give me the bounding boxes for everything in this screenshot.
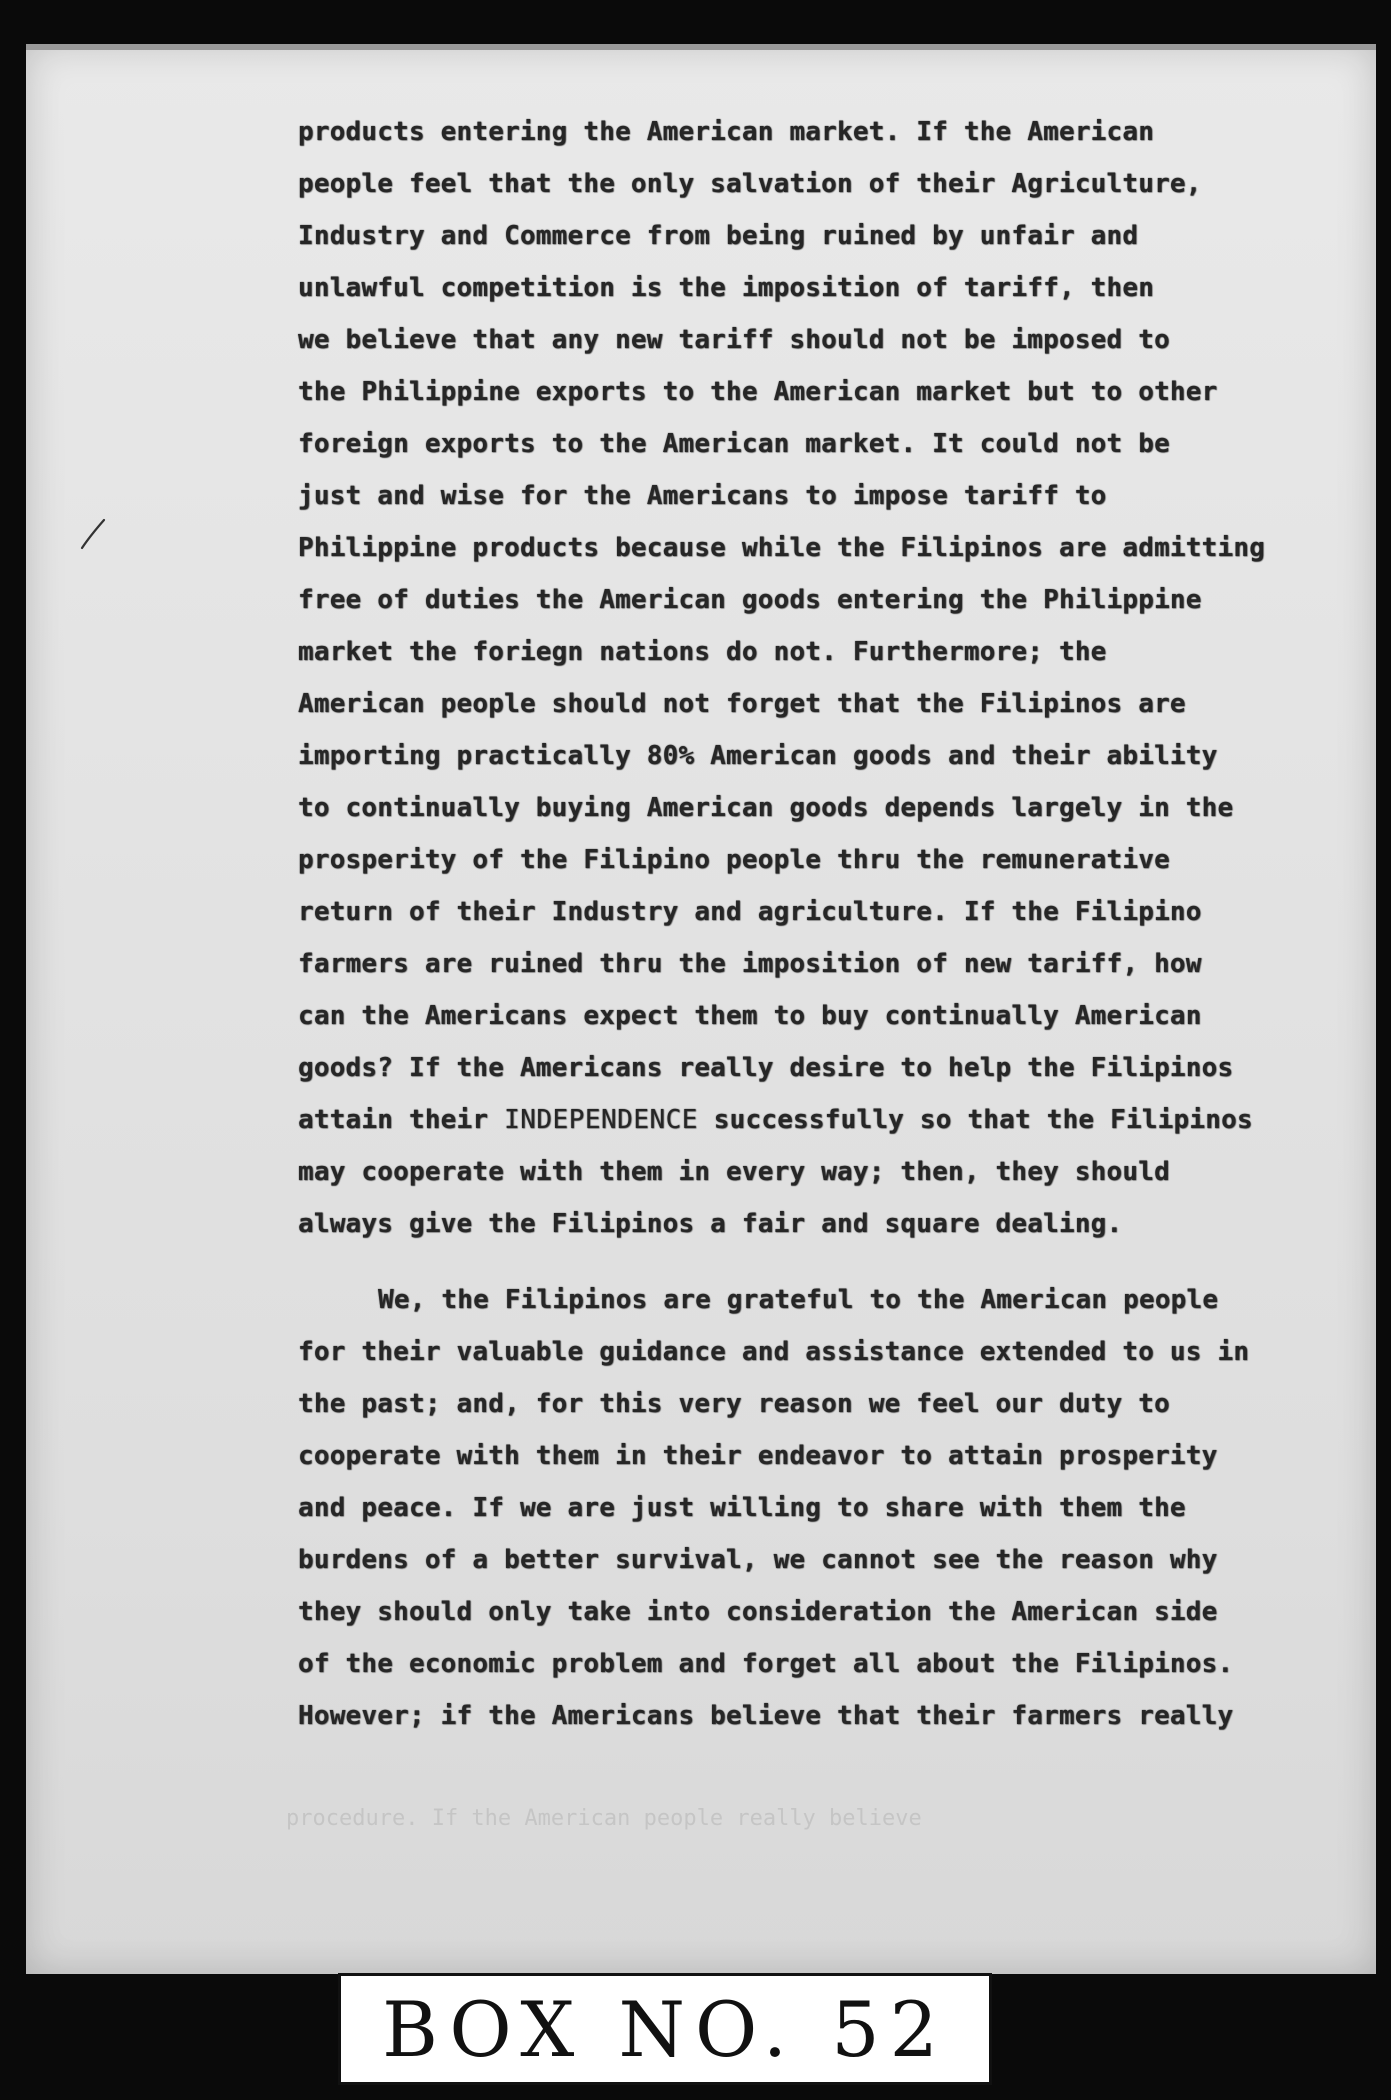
text-line: may cooperate with them in every way; then, they should xyxy=(298,1157,1170,1187)
text-line: free of duties the American goods entering the Philippine xyxy=(298,585,1202,615)
typed-letter-body xyxy=(298,106,1308,1742)
text-line: products entering the American market. If the American xyxy=(298,117,1155,147)
archive-box-label xyxy=(338,1973,992,2085)
text-line: of the economic problem and forget all about the Filipinos. xyxy=(298,1649,1234,1679)
text-line: Philippine products because while the Filipinos are admitting xyxy=(298,533,1266,563)
text-line: importing practically 80% American goods and their ability xyxy=(298,741,1218,771)
bleed-through-text: procedure. If the American people really believe xyxy=(286,1806,922,1831)
text-line: to continually buying American goods depends largely in the xyxy=(298,793,1234,823)
text-line: American people should not forget that the Filipinos are xyxy=(298,689,1186,719)
text-line: foreign exports to the American market. It could not be xyxy=(298,429,1170,459)
text-line: We, the Filipinos are grateful to the American people xyxy=(378,1285,1219,1315)
paragraph-1 xyxy=(298,106,1308,1250)
text-line: return of their Industry and agriculture. If the Filipino xyxy=(298,897,1202,927)
text-line: for their valuable guidance and assistance extended to us in xyxy=(298,1337,1250,1367)
text-line: we believe that any new tariff should not be imposed to xyxy=(298,325,1170,355)
text-line: the Philippine exports to the American market but to other xyxy=(298,377,1218,407)
text-line: just and wise for the Americans to impose tariff to xyxy=(298,481,1107,511)
paragraph-2 xyxy=(298,1274,1308,1742)
text-line: farmers are ruined thru the imposition of new tariff, how xyxy=(298,949,1202,979)
box-number-text: BOX NO. 52 xyxy=(382,1984,948,2074)
text-line: the past; and, for this very reason we feel our duty to xyxy=(298,1389,1170,1419)
text-line: and peace. If we are just willing to share with them the xyxy=(298,1493,1186,1523)
paragraph-gap xyxy=(298,1250,1308,1274)
text-line: they should only take into consideration the American side xyxy=(298,1597,1218,1627)
text-line: people feel that the only salvation of their Agriculture, xyxy=(298,169,1202,199)
text-line: cooperate with them in their endeavor to attain prosperity xyxy=(298,1441,1218,1471)
text-line: unlawful competition is the imposition of tariff, then xyxy=(298,273,1155,303)
text-line: goods? If the Americans really desire to help the Filipinos xyxy=(298,1053,1234,1083)
pen-mark-icon xyxy=(74,514,114,554)
text-fragment: attain their xyxy=(298,1105,505,1135)
text-line: market the foriegn nations do not. Furthermore; the xyxy=(298,637,1107,667)
text-line: Industry and Commerce from being ruined by unfair and xyxy=(298,221,1139,251)
text-fragment: successfully so that the Filipinos xyxy=(697,1105,1253,1135)
document-page xyxy=(26,44,1376,1974)
text-line: can the Americans expect them to buy continually American xyxy=(298,1001,1202,1031)
text-line: prosperity of the Filipino people thru the remunerative xyxy=(298,845,1170,875)
text-line: always give the Filipinos a fair and square dealing. xyxy=(298,1209,1123,1239)
page-top-edge xyxy=(26,44,1376,50)
text-line: burdens of a better survival, we cannot see the reason why xyxy=(298,1545,1218,1575)
independence-word: INDEPENDENCE xyxy=(504,1105,698,1135)
text-line-independence xyxy=(298,1094,1308,1146)
text-line: However; if the Americans believe that their farmers really xyxy=(298,1701,1234,1731)
